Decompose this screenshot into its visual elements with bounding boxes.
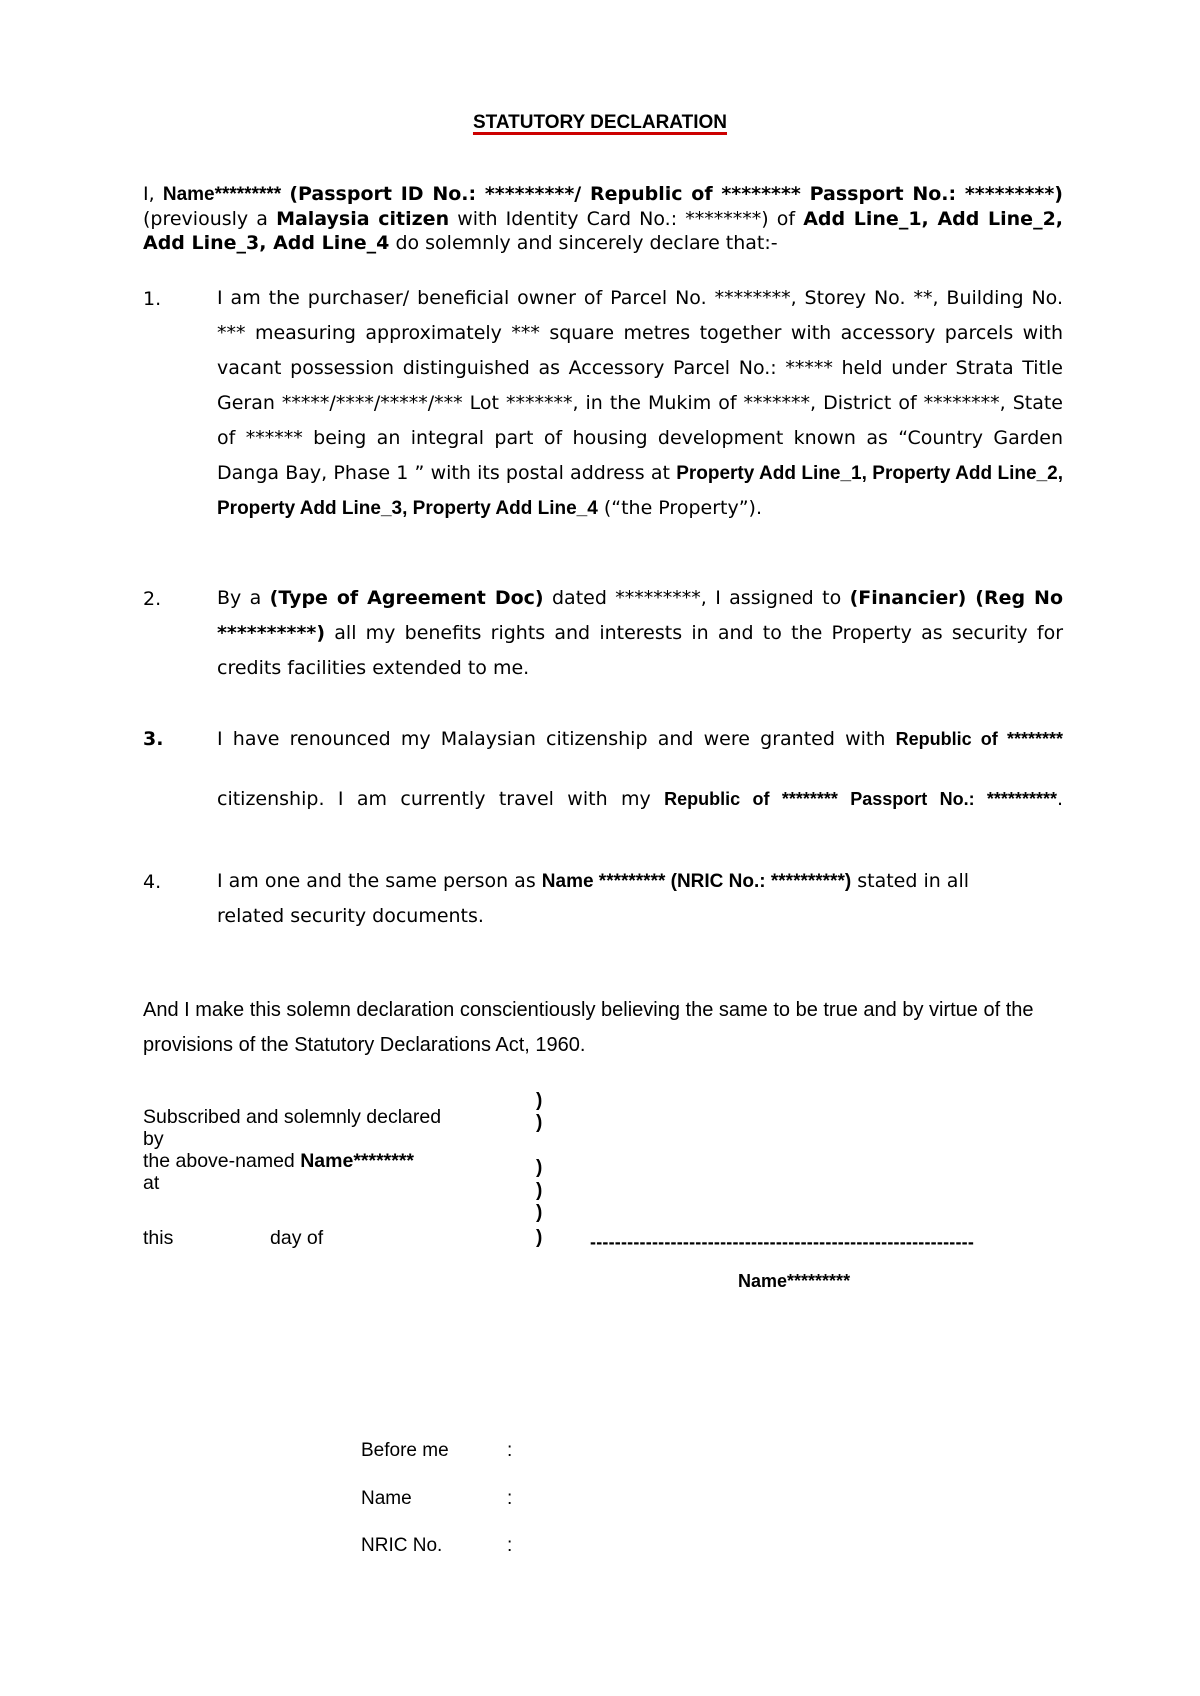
item-4-text: stated in all related security documents.	[217, 870, 970, 927]
paren-2: )	[536, 1112, 543, 1133]
witness-name-colon: :	[507, 1488, 513, 1509]
passport-details: (Passport ID No.: *********/ Republic of ******** Passport No.: *********)	[289, 183, 1063, 205]
financier: (Financier) (Reg No **********)	[217, 587, 1063, 644]
item-4-number: 4.	[143, 871, 162, 893]
item-2-pre: By a	[217, 587, 262, 609]
item-1-text: I am the purchaser/ beneficial owner of Parcel No. ********, Storey No. **, Building No. *** measuring approximately *** square metres together with accessory parcels with vacant possession distinguished as Accessory Parcel No.: ***** held under Strata Title Geran *****/****/*****/*** Lot *******, in the Mukim of *******, District of ********, State of ****** being an integral part of housing development known as “Country Garden Danga Bay, Phase 1 ” with its postal address at	[217, 287, 1063, 484]
item-1-paragraph	[217, 281, 1063, 526]
subscribed-line-2: by	[143, 1128, 164, 1150]
intro-prev1: (previously a	[143, 208, 268, 230]
paren-6: )	[536, 1227, 543, 1248]
item-2-mid: dated *********, I assigned to	[552, 587, 842, 609]
agreement-type: (Type of Agreement Doc)	[269, 587, 544, 609]
closing-paragraph: And I make this solemn declaration conscientiously believing the same to be true and by virtue of the provisions of the Statutory Declarations Act, 1960.	[143, 999, 1034, 1056]
declarant-address: Add Line_1, Add Line_2, Add Line_3, Add Line_4	[143, 208, 1064, 254]
signature-line: --------------------------------------------------------------	[590, 1232, 975, 1252]
item-3-line1: I have renounced my Malaysian citizenship and were granted with	[217, 728, 886, 750]
paren-1: )	[536, 1090, 543, 1111]
declarant-name: Name*********	[162, 184, 282, 205]
item-3-line-2	[217, 782, 1063, 817]
subscribed-name: Name********	[300, 1150, 415, 1172]
title-text: STATUTORY DECLARATION	[472, 112, 728, 133]
item-3-line2: citizenship. I am currently travel with my	[217, 788, 651, 810]
item-3-number: 3.	[143, 728, 164, 750]
intro-prev2: with Identity Card No.: ********) of	[457, 208, 796, 230]
document-title	[0, 112, 1200, 134]
intro-tail: do solemnly and sincerely declare that:-	[395, 232, 778, 254]
new-passport: Republic of ******** Passport No.: **********	[664, 789, 1057, 809]
paren-3: )	[536, 1157, 543, 1178]
item-3-line-1	[217, 722, 1063, 757]
witness-nric-colon: :	[507, 1535, 513, 1556]
item-2-text: all my benefits rights and interests in and to the Property as security for credits facilities extended to me.	[217, 622, 1064, 679]
subscribed-line-3	[143, 1150, 441, 1172]
subscribed-line-4: at	[143, 1172, 160, 1194]
intro-paragraph	[143, 182, 1063, 255]
property-address: Property Add Line_1, Property Add Line_2, Property Add Line_3, Property Add Line_4	[217, 463, 1063, 519]
signature-name: Name*********	[738, 1271, 851, 1291]
witness-nric-label: NRIC No.	[361, 1535, 443, 1556]
item-4-pre: I am one and the same person as	[217, 870, 536, 892]
item-3-end: .	[1056, 788, 1064, 810]
paren-4: )	[536, 1180, 543, 1201]
intro-i: I,	[143, 183, 155, 205]
subscribed-line-3a: the above-named	[143, 1150, 295, 1172]
new-nationality: Republic of ********	[895, 729, 1063, 749]
item-2-paragraph	[217, 581, 1063, 686]
malaysia-citizen: Malaysia citizen	[276, 208, 450, 230]
subscribed-line-1: Subscribed and solemnly declared	[143, 1106, 442, 1128]
item-4-paragraph	[217, 864, 1037, 934]
day-of-label: day of	[270, 1227, 324, 1249]
paren-5: )	[536, 1202, 543, 1223]
item-1-number: 1.	[143, 288, 162, 310]
before-me-colon: :	[507, 1440, 513, 1461]
item-2-number: 2.	[143, 588, 162, 610]
nric-details: Name ********* (NRIC No.: **********)	[541, 871, 852, 892]
item-1-text-end: (“the Property”).	[603, 497, 762, 519]
before-me-label: Before me	[361, 1440, 449, 1461]
subscribed-block	[143, 1106, 441, 1194]
this-label: this	[143, 1227, 174, 1249]
witness-name-label: Name	[361, 1488, 412, 1509]
